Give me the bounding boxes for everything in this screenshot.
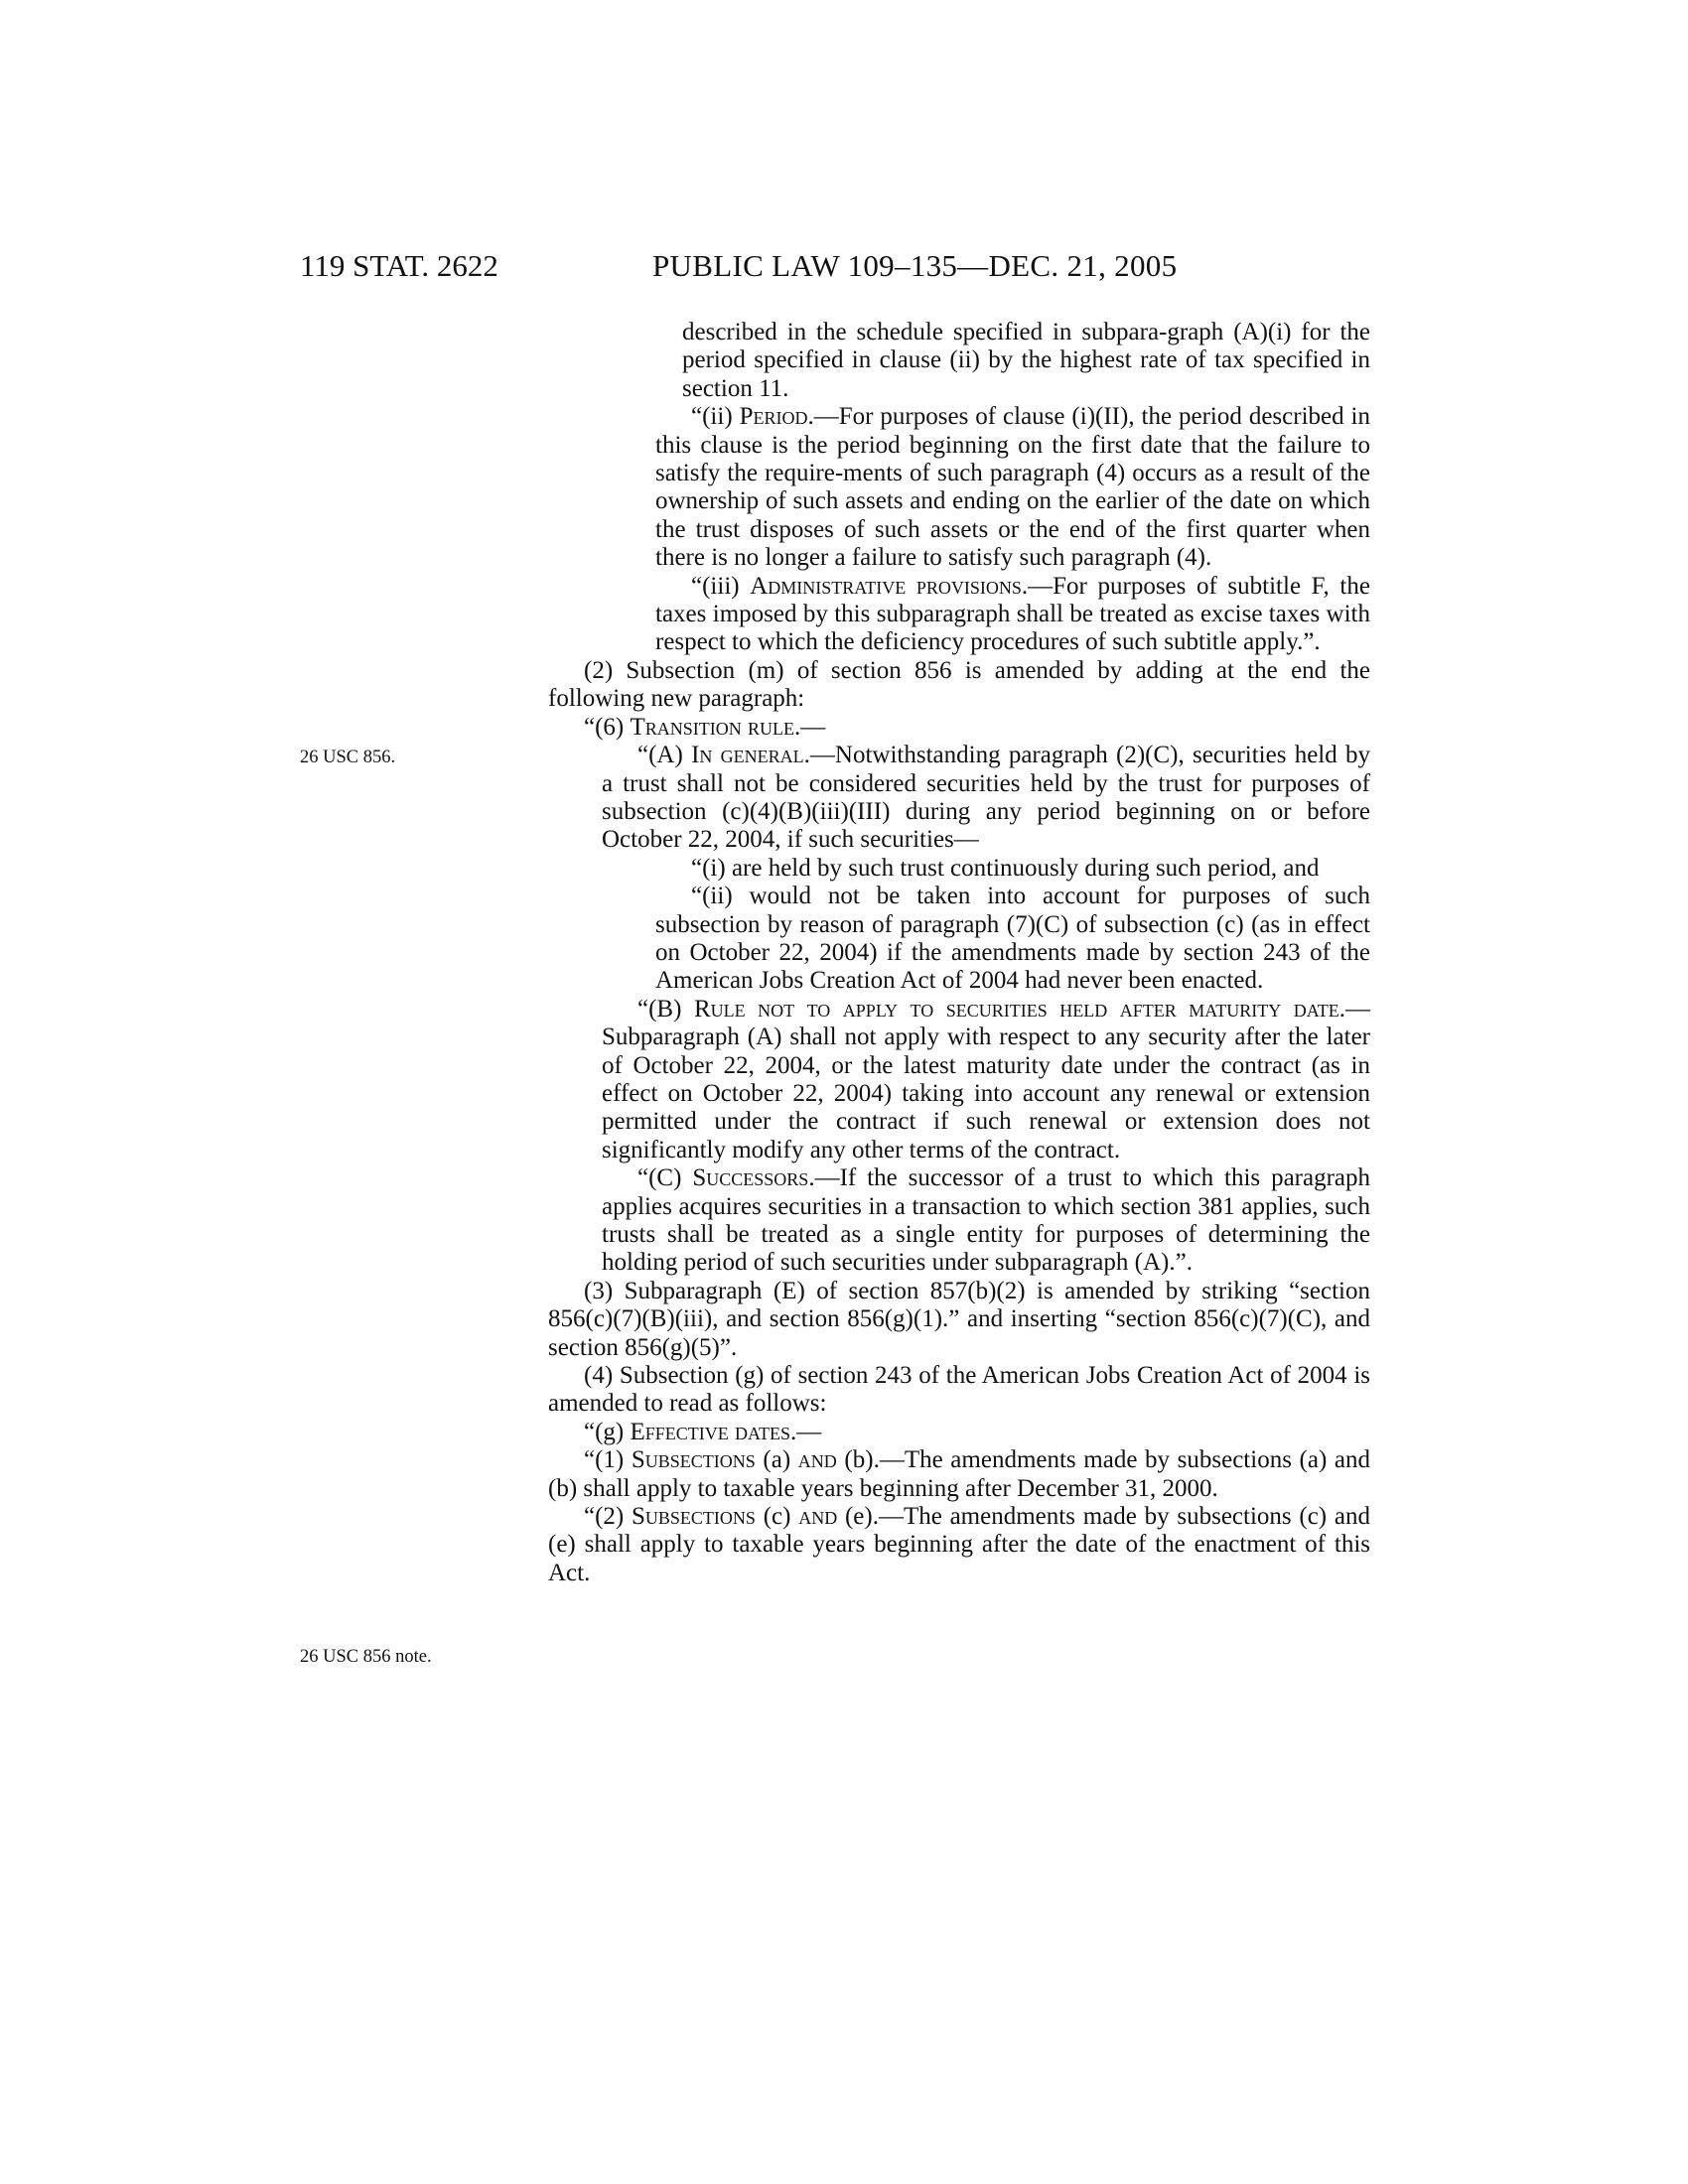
margin-note-26-usc-856: 26 USC 856. — [300, 748, 396, 767]
paragraph: “(g) Effective dates.— — [584, 1418, 822, 1445]
paragraph: (3) Subparagraph (E) of section 857(b)(2) is amended by striking “section 856(c)(7)(B)(iii), and section 856(g)(1).” and inserting “section 856(c)(7)(C), and section 856(g)(5)”. — [548, 1277, 1370, 1361]
statute-body — [548, 319, 1370, 1587]
paragraph: “(i) are held by such trust continuously during such period, and — [691, 854, 1320, 882]
paragraph: “(ii) Period.—For purposes of clause (i)(II), the period described in this clause is the period beginning on the first date that the failure to satisfy the require-ments of such paragraph (4) occurs as a result of the ownership of such assets and ending on the earlier of the date on which the trust disposes of such assets or the end of the first quarter when there is no longer a failure to satisfy such paragraph (4). — [655, 403, 1371, 572]
paragraph: “(A) In general.—Notwithstanding paragraph (2)(C), securities held by a trust shall not be considered securities held by the trust for purposes of subsection (c)(4)(B)(iii)(III) during any period beginning on or before October 22, 2004, if such securities— — [602, 742, 1371, 854]
paragraph: described in the schedule specified in subpara-graph (A)(i) for the period specified in clause (ii) by the highest rate of tax specified in section 11. — [682, 319, 1370, 402]
paragraph: “(2) Subsections (c) and (e).—The amendments made by subsections (c) and (e) shall apply to taxable years beginning after the date of the enactment of this Act. — [548, 1503, 1370, 1586]
paragraph: “(B) Rule not to apply to securities held after maturity date.—Subparagraph (A) shall not apply with respect to any security after the later of October 22, 2004, or the latest maturity date under the contract (as in effect on October 22, 2004) taking into account any renewal or extension permitted under the contract if such renewal or extension does not significantly modify any other terms of the contract. — [602, 995, 1370, 1163]
paragraph: “(6) Transition rule.— — [584, 713, 826, 741]
paragraph: (4) Subsection (g) of section 243 of the American Jobs Creation Act of 2004 is amended to read as follows: — [548, 1362, 1370, 1418]
running-title: PUBLIC LAW 109–135—DEC. 21, 2005 — [652, 248, 1178, 283]
paragraph: (2) Subsection (m) of section 856 is amended by adding at the end the following new paragraph: — [548, 656, 1370, 713]
paragraph: “(C) Successors.—If the successor of a trust to which this paragraph applies acquires securities in a transaction to which section 381 applies, such trusts shall be treated as a single entity for purposes of determining the holding period of such securities under subparagraph (A).”. — [602, 1164, 1371, 1277]
paragraph: “(ii) would not be taken into account for purposes of such subsection by reason of paragraph (7)(C) of subsection (c) (as in effect on October 22, 2004) if the amendments made by section 243 of the American Jobs Creation Act of 2004 had never been enacted. — [655, 883, 1370, 995]
paragraph: “(iii) Administrative provisions.—For purposes of subtitle F, the taxes imposed by this subparagraph shall be treated as excise taxes with respect to which the deficiency procedures of such subtitle apply.”. — [655, 572, 1370, 656]
margin-note-26-usc-856-note: 26 USC 856 note. — [300, 1647, 432, 1667]
paragraph: “(1) Subsections (a) and (b).—The amendments made by subsections (a) and (b) shall apply to taxable years beginning after December 31, 2000. — [548, 1446, 1371, 1502]
stat-page-number: 119 STAT. 2622 — [300, 248, 498, 283]
